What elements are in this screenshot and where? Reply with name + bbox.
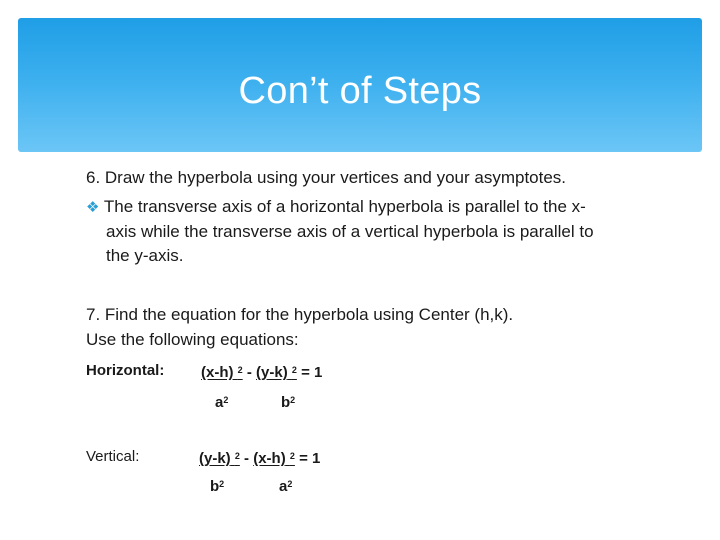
diamond-bullet-icon: ❖ xyxy=(86,199,100,216)
vertical-term-2: (x-h) $^2$ xyxy=(253,450,295,467)
step-6-text: 6. Draw the hyperbola using your vertices and your asymptotes. xyxy=(86,168,567,187)
bullet-text-1: The transverse axis of a horizontal hyperbola is parallel to the x- xyxy=(103,197,586,216)
bullet-line-3: the y-axis. xyxy=(106,246,184,265)
horizontal-numerator xyxy=(201,360,322,383)
vertical-minus: - xyxy=(244,450,250,467)
horizontal-den-2: $b^2$ xyxy=(281,394,296,411)
step-7-line-1: 7. Find the equation for the hyperbola using Center (h,k). xyxy=(86,305,514,324)
vertical-numerator xyxy=(199,446,320,469)
horizontal-term-1: (x-h) $^2$ xyxy=(201,364,243,381)
horizontal-label: Horizontal: xyxy=(86,362,165,379)
vertical-label: Vertical: xyxy=(86,448,140,465)
bullet-line-1 xyxy=(86,196,586,218)
horizontal-minus: - xyxy=(246,364,252,381)
slide-title: Con’t of Steps xyxy=(238,70,482,112)
vertical-den-2: $a^2$ xyxy=(279,478,293,495)
horizontal-term-2: (y-k) $^2$ xyxy=(256,364,297,381)
horizontal-equals: = 1 xyxy=(301,364,323,381)
vertical-den-1: $b^2$ xyxy=(210,478,225,495)
vertical-term-1: (y-k) $^2$ xyxy=(199,450,240,467)
vertical-equals: = 1 xyxy=(299,450,321,467)
bullet-line-2: axis while the transverse axis of a vertical hyperbola is parallel to xyxy=(106,222,594,241)
step-7-line-2: Use the following equations: xyxy=(86,330,299,349)
horizontal-den-1: $a^2$ xyxy=(215,394,229,411)
